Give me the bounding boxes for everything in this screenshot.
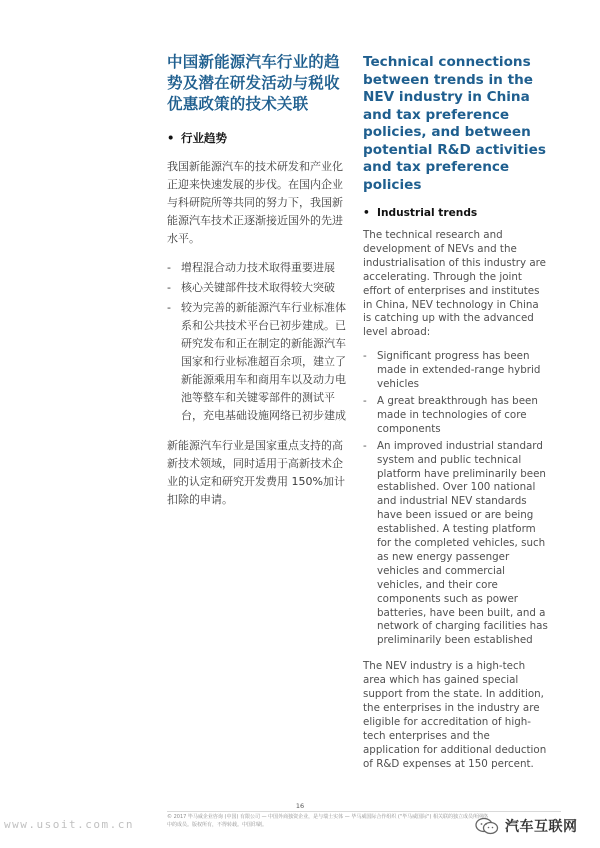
zh-bullet-heading: [167, 130, 350, 146]
en-item-text: A great breakthrough has been made in technologies of core components: [377, 394, 538, 435]
dash-icon: -: [363, 394, 367, 407]
zh-item-text: 核心关键部件技术取得较大突破: [181, 281, 335, 294]
zh-bullet-heading-text: 行业趋势: [181, 131, 227, 145]
zh-item-text: 较为完善的新能源汽车行业标准体系和公共技术平台已初步建成。已研究发布和正在制定的新能源汽车国家和行业标准超百余项，建立了新能源乘用车和商用车以及动力电池等整车和关键零部件的测试平台，充电基础设施网络已初步建成: [181, 301, 346, 422]
dash-icon: -: [167, 261, 171, 274]
en-item-text: An improved industrial standard system and public technical platform have preliminarily been established. Over 100 national and industrial NEV standards have been issued or are being established. A testing platform for the completed vehicles, such as new energy passenger vehicles and commercial vehicles, and their core components such as power batteries, have been built, and a network of charging facilities has preliminarily been established: [377, 439, 548, 647]
list-item: [363, 350, 548, 392]
en-intro-paragraph: The technical research and development of NEVs and the industrialisation of this industry are accelerating. Through the joint effort of enterprises and institutes in China, NEV technology in China is catching up with the advanced level abroad:: [363, 229, 547, 339]
english-column: [363, 52, 548, 782]
list-item: [363, 440, 548, 649]
en-bullet-heading-text: Industrial trends: [377, 207, 478, 219]
footer-copyright: © 2017 毕马威企业咨询 (中国) 有限公司 — 中国外商独资企业，是与瑞士实体 — 毕马威国际合作组织 ("毕马威国际") 相关联的独立成员所网络中的成员。版权所有，不得转载。中国印刷。: [167, 814, 489, 828]
list-item: [167, 259, 350, 277]
en-item-text: Significant progress has been made in extended-range hybrid vehicles: [377, 350, 541, 391]
zh-trend-list: [167, 259, 350, 425]
en-section-title: Technical connections between trends in the NEV industry in China and tax preference policies, and between potential R&D activities and tax preference policies: [363, 54, 546, 193]
page-number: 16: [295, 802, 305, 810]
zh-closing-paragraph: 新能源汽车行业是国家重点支持的高新技术领域，同时适用于高新技术企业的认定和研究开发费用 150%加计扣除的申请。: [167, 439, 345, 506]
wechat-logo-icon: [473, 816, 501, 836]
en-bullet-heading: [363, 206, 548, 220]
en-trend-list: [363, 350, 548, 648]
list-item: [167, 279, 350, 297]
dash-icon: -: [363, 350, 367, 363]
dash-icon: -: [167, 301, 171, 314]
watermark-url: www.usoit.com.cn: [4, 818, 134, 831]
list-item: [167, 299, 350, 425]
zh-intro-paragraph: 我国新能源汽车的技术研发和产业化正迎来快速发展的步伐。在国内企业与科研院所等共同的努力下，我国新能源汽车技术正逐渐接近国外的先进水平。: [167, 160, 343, 245]
zh-section-title: 中国新能源汽车行业的趋势及潜在研发活动与税收优惠政策的技术关联: [167, 53, 340, 113]
chinese-column: [167, 52, 350, 520]
watermark-brand-text: 汽车互联网: [505, 819, 578, 835]
bullet-dot-icon: •: [167, 131, 175, 145]
dash-icon: -: [167, 281, 171, 294]
watermark-brand: [473, 811, 598, 841]
bullet-dot-icon: •: [363, 207, 370, 219]
dash-icon: -: [363, 439, 367, 452]
list-item: [363, 395, 548, 437]
zh-item-text: 增程混合动力技术取得重要进展: [181, 261, 335, 274]
en-closing-paragraph: The NEV industry is a high-tech area which has gained special support from the state. In addition, the enterprises in the industry are eligible for accreditation of high-tech enterprises and the application for additional deduction of R&D expenses at 150 percent.: [363, 660, 547, 770]
